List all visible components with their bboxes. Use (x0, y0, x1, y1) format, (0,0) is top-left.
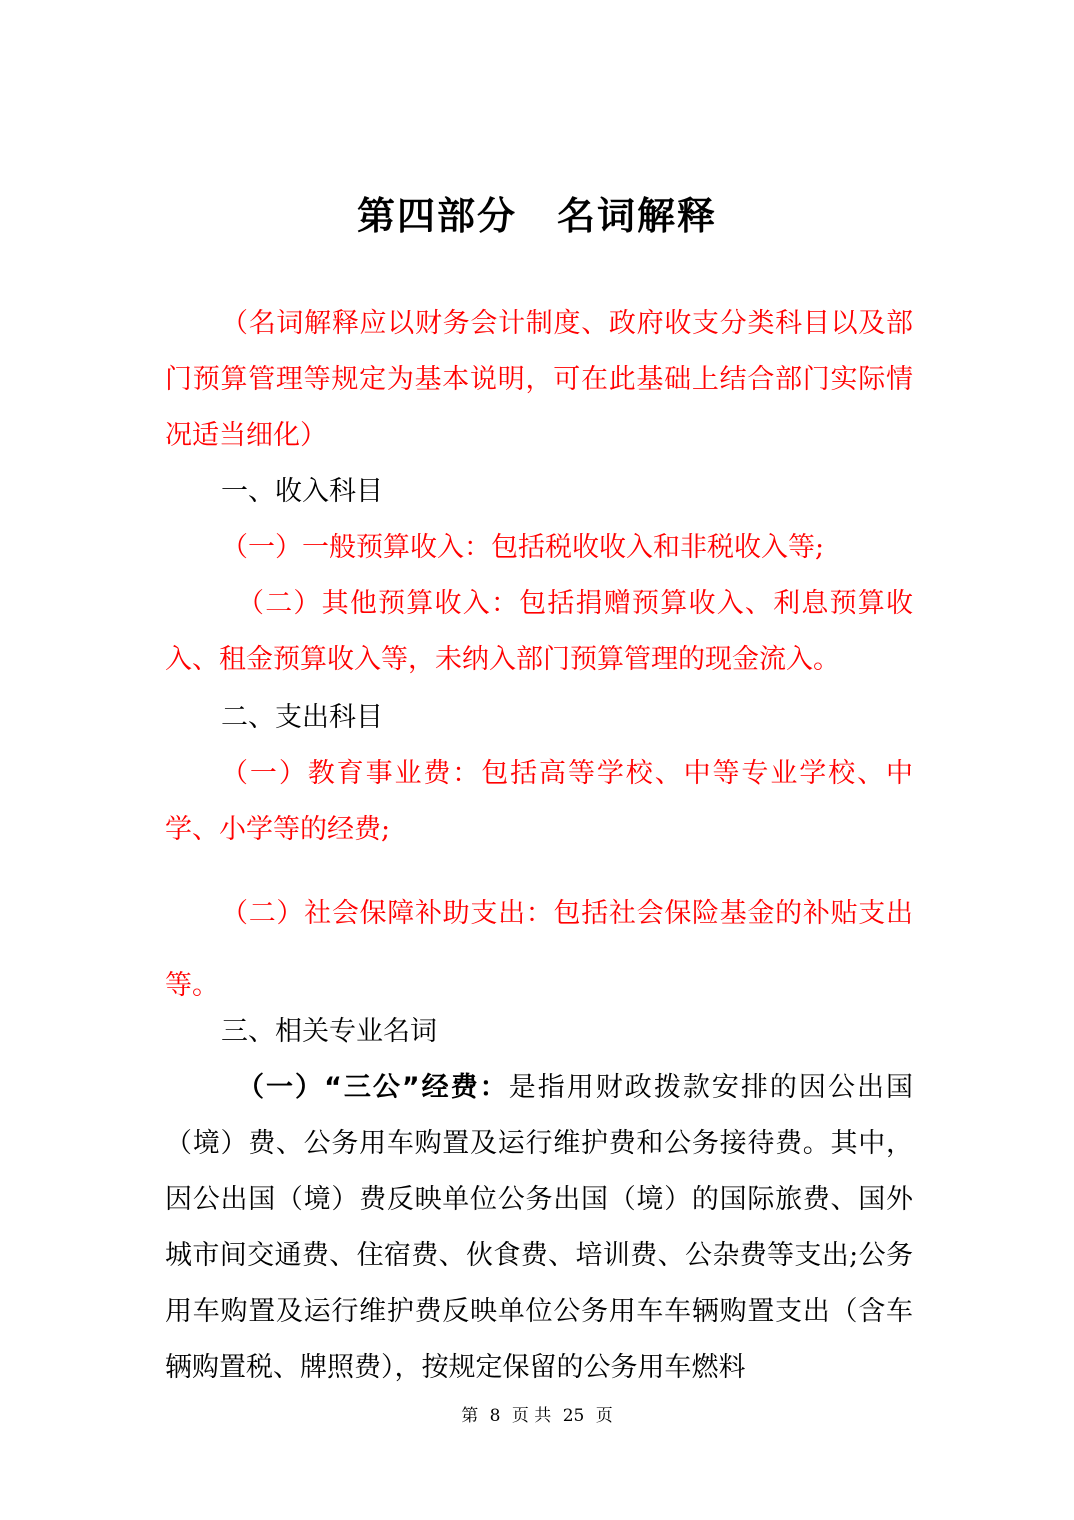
expenditure-item-social-security: （二）社会保障补助支出：包括社会保险基金的补贴支出等。 (165, 898, 913, 1001)
footer-suffix: 页 (595, 1406, 613, 1426)
footer-mid: 页 共 (511, 1406, 552, 1426)
term-three-public-expenses (165, 1060, 913, 1396)
page-title: 第四部分 名词解释 (356, 194, 717, 238)
section-heading-terms: 三、相关专业名词 (221, 1016, 437, 1047)
term-label: （一）“三公”经费： (237, 1072, 509, 1103)
term-definition: 是指用财政拨款安排的因公出国（境）费、公务用车购置及运行维护费和公务接待费。其中，因公出国（境）费反映单位公务出国（境）的国际旅费、国外城市间交通费、住宿费、伙食费、培训费、公杂费等支出;公务用车购置及运行维护费反映单位公务用车车辆购置支出（含车辆购置税、牌照费），按规定保留的公务用车燃料 (165, 1072, 914, 1383)
instruction-note: （名词解释应以财务会计制度、政府收支分类科目以及部门预算管理等规定为基本说明，可在此基础上结合部门实际情况适当细化） (165, 308, 913, 451)
expenditure-item-education: （一）教育事业费：包括高等学校、中等专业学校、中学、小学等的经费; (165, 758, 913, 845)
footer-prefix: 第 (461, 1406, 479, 1426)
footer-total-pages: 25 (562, 1406, 585, 1426)
section-heading-income: 一、收入科目 (221, 476, 383, 507)
footer-page-number: 8 (489, 1406, 501, 1426)
income-item-other-budget: （二）其他预算收入：包括捐赠预算收入、利息预算收入、租金预算收入等，未纳入部门预算管理的现金流入。 (165, 588, 913, 675)
income-item-general-budget: （一）一般预算收入：包括税收收入和非税收入等; (221, 532, 825, 563)
page-footer (0, 1404, 1074, 1428)
section-heading-expenditure: 二、支出科目 (221, 702, 383, 733)
